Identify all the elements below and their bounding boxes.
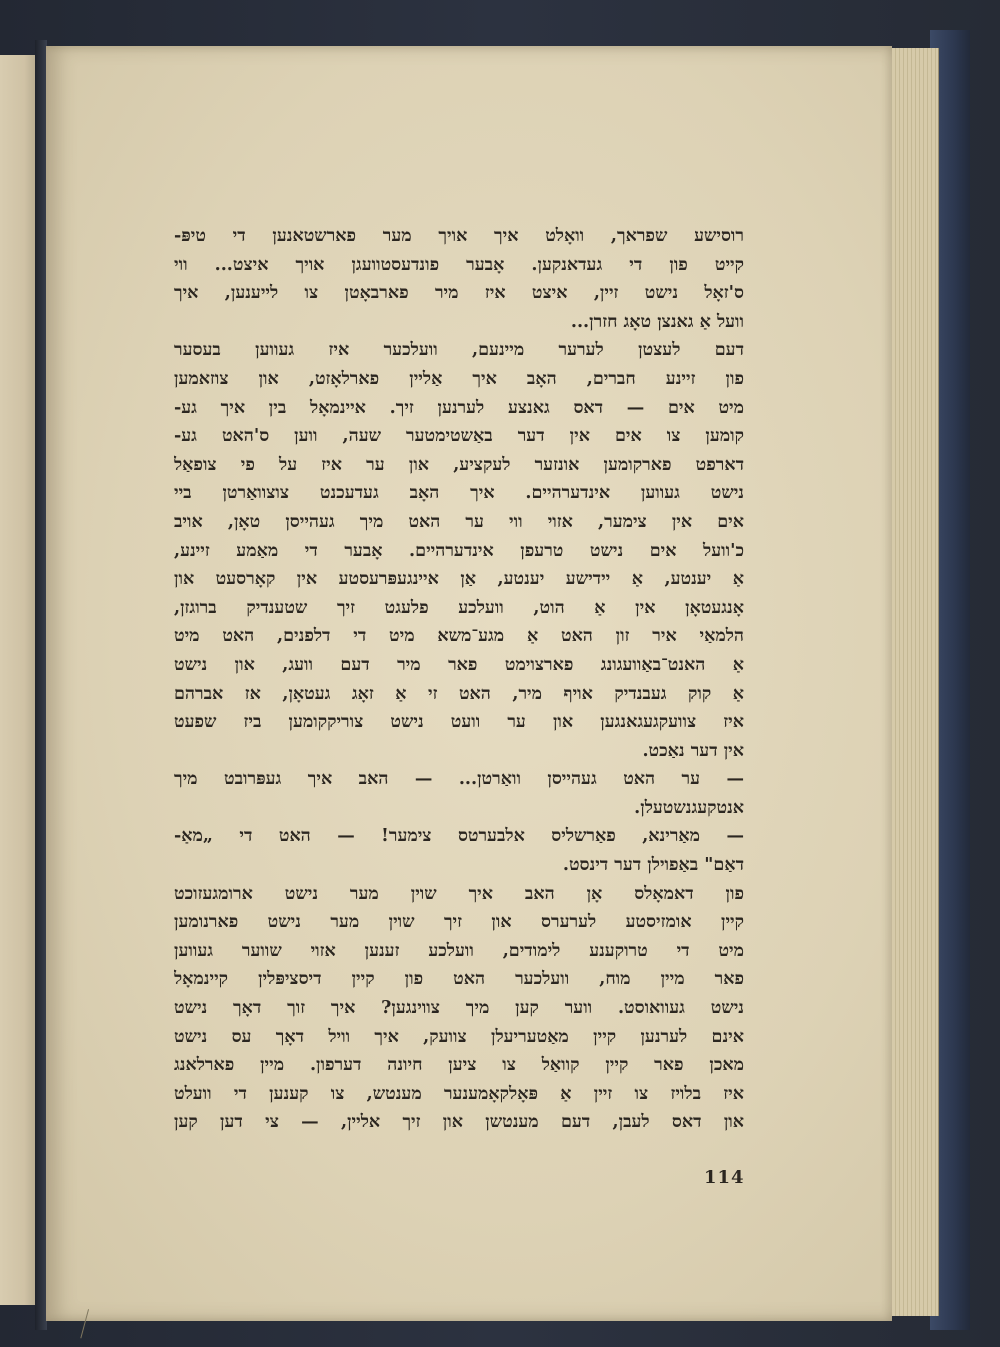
text-line: אַ קוק געבנדיק אויף מיר, האט זי אַ זאָג געטאָן, אז אברהם <box>174 683 744 704</box>
text-line: מיט די טרוקענע לימודים, וועלכע זענען אזוי שווער געווען <box>174 940 744 961</box>
left-page-edge <box>0 55 37 1305</box>
text-line: רוסישע שפראך, וואָלט איך אויך מער פארשטאנען די טיפּ- <box>174 226 744 246</box>
text-line: פון דאמאָלס אָן האב איך שוין מער נישט ארומגעזוכט <box>174 883 744 904</box>
book-page <box>46 46 892 1321</box>
text-line: קומען צו אים אין דער באַשטימטער שעה, ווען ס'האט גע- <box>174 426 744 447</box>
text-line: אָנגעטאָן אין אַ הוט, וועלכע פלעגט זיך שטענדיק ברוגזן, <box>174 597 744 618</box>
text-line: נישט געווען אינדערהיים. איך האָב געדעכנט צוצוואַרטן ביי <box>174 483 744 504</box>
text-line: הלמאַי איר זון האט אַ מגע־משא מיט די דלפנים, האט מיט <box>174 626 744 647</box>
text-line: אינם לערנען קיין מאַטעריעלן צוועק, איך וויל דאָך עס נישט <box>174 1026 744 1047</box>
text-line: איז בלויז צו זיין אַ פּאָלקאָמענער מענטש, צו קענען די וועלט <box>174 1083 744 1104</box>
text-line: — מאַרינא, פאַרשליס אלבערטס צימער! — האט די „מאַ- <box>174 826 744 847</box>
text-line: און דאס לעבן, דעם מענטשן און זיך אליין, — צי דען קען <box>174 1112 744 1133</box>
text-line: דאַם" באַפוילן דער דינסט. <box>562 855 744 876</box>
text-line: מאכן פאר קיין קוואַל צו ציען חיונה דערפון. מיין פארלאנג <box>174 1055 744 1076</box>
text-line: ס'זאָל נישט זיין, איצט איז מיר פארבאָטן צו לייענען, איך <box>174 283 744 304</box>
text-line: פון זיינע חברים, האָב איך אַליין פארלאָזט, און צוזאמען <box>174 368 744 389</box>
text-line: דעם לעצטן לערער מיינעם, וועלכער איז געווען בעסער <box>174 340 744 361</box>
text-line: אים אין צימער, אזוי ווי ער האט מיך געהייסן טאָן, אויב <box>174 511 744 532</box>
text-line: נישט געוואוסט. ווער קען מיך צווינגען? איך זוך דאָך נישט <box>174 998 744 1019</box>
text-line: אנטקעגנשטעלן. <box>634 797 744 818</box>
text-line: כ'וועל אים נישט טרעפן אינדערהיים. אָבער די מאַמע זיינע, <box>174 540 744 561</box>
text-line: איז צוועקגעגאנגען און ער וועט נישט צוריקקומען ביז שפעט <box>174 712 744 733</box>
page-number: 114 <box>704 1167 745 1188</box>
text-line: פאר מיין מוח, וועלכער האט פון קיין דיסציפּלין קיינמאָל <box>174 969 744 990</box>
text-line: וועל אַ גאנצן טאָג חזרן... <box>570 311 744 332</box>
text-line: דארפט פארקומען אונזער לעקציע, און ער איז על פי צופאַל <box>174 454 744 475</box>
text-line: קיין אומזיסטע לערערס און זיך שוין מער נישט פארנומען <box>174 912 744 933</box>
text-line: — ער האט געהייסן וואַרטן... — האב איך געפּרובט מיך <box>174 769 744 790</box>
text-line: קייט פון די געדאנקען. אָבער פונדעסטוועגן אויך איצט... ווי <box>174 254 744 275</box>
text-line: אין דער נאַכט. <box>642 740 744 761</box>
page-text <box>174 222 744 1137</box>
text-line: אַ האנט־באַוועגונג פארצוימט פאר מיר דעם וועג, און נישט <box>174 654 744 675</box>
text-line: אַ יענטע, אַ יידישע יענטע, אַן איינגעפּרעסטע אין קאָרסעט און <box>174 569 744 590</box>
text-line: מיט אים — דאס גאנצע לערנען זיך. איינמאָל בין איך גע- <box>174 397 744 418</box>
